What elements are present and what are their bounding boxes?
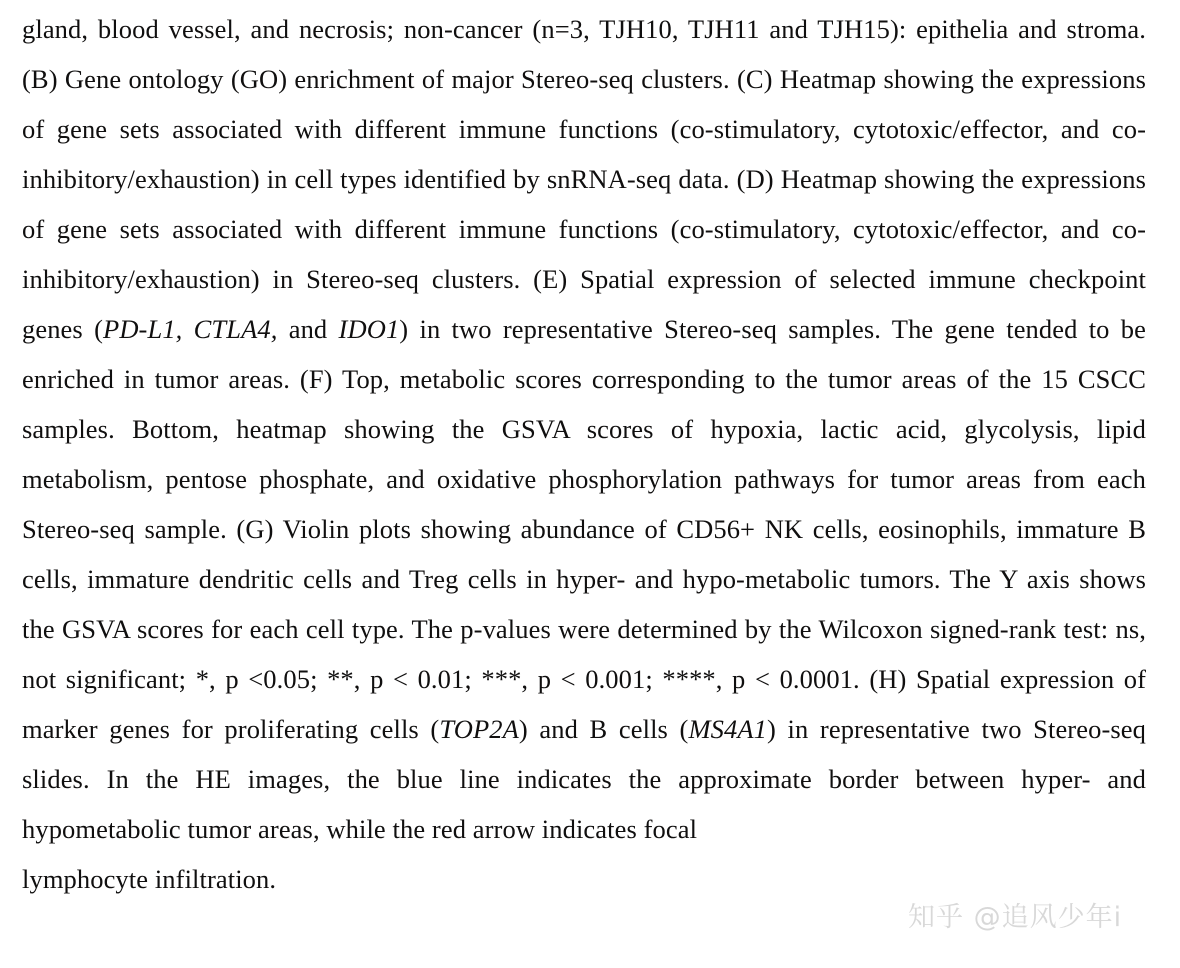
gene-name: PD-L1, CTLA4, xyxy=(103,314,278,344)
legend-last-line: lymphocyte infiltration. xyxy=(22,864,277,894)
legend-text-run: ) in representative two Stereo-seq slides. In the HE images, the blue line indicates the approximate border between hyper- and hypometabolic tumor areas, while the red arrow indicates focal xyxy=(22,714,1146,844)
legend-text-run: and xyxy=(277,314,339,344)
gene-name: MS4A1 xyxy=(688,714,767,744)
figure-legend-text xyxy=(22,4,1146,904)
legend-text-run: ) and B cells ( xyxy=(518,714,689,744)
gene-name: TOP2A xyxy=(439,714,519,744)
zhihu-watermark: 知乎 @追风少年i xyxy=(908,902,1123,933)
legend-text-run: gland, blood vessel, and necrosis; non-cancer (n=3, TJH10, TJH11 and TJH15): epithelia and stroma. (B) Gene ontology (GO) enrichment of major Stereo-seq clusters. (C) Heatmap showing the expressions of gene sets associated with different immune functions (co-stimulatory, cytotoxic/effector, and co-inhibitory/exhaustion) in cell types identified by snRNA-seq data. (D) Heatmap showing the expressions of gene sets associated with different immune functions (co-stimulatory, cytotoxic/effector, and co-inhibitory/exhaustion) in Stereo-seq clusters. (E) Spatial expression of selected immune checkpoint genes ( xyxy=(22,14,1146,344)
gene-name: IDO1 xyxy=(338,314,400,344)
legend-text-run: ) in two representative Stereo-seq samples. The gene tended to be enriched in tumor areas. (F) Top, metabolic scores corresponding to the tumor areas of the 15 CSCC samples. Bottom, heatmap showing the GSVA scores of hypoxia, lactic acid, glycolysis, lipid metabolism, pentose phosphate, and oxidative phosphorylation pathways for tumor areas from each Stereo-seq sample. (G) Violin plots showing abundance of CD56+ NK cells, eosinophils, immature B cells, immature dendritic cells and Treg cells in hyper- and hypo-metabolic tumors. The Y axis shows the GSVA scores for each cell type. The p-values were determined by the Wilcoxon signed-rank test: ns, not significant; *, p <0.05; **, p < 0.01; ***, p < 0.001; ****, p < 0.0001. (H) Spatial expression of marker genes for proliferating cells ( xyxy=(22,314,1146,744)
